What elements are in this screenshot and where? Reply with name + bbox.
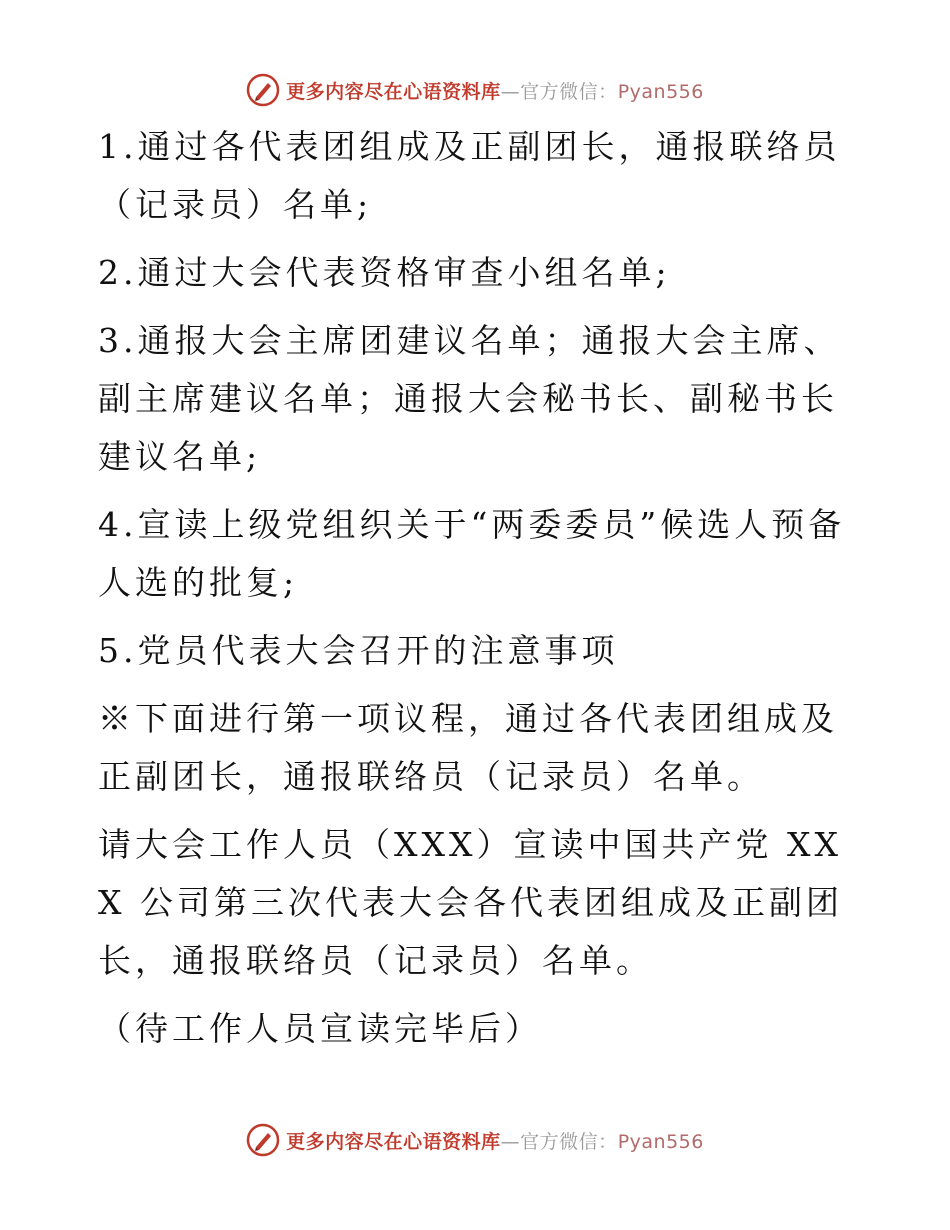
paragraph-3: 3.通报大会主席团建议名单；通报大会主席、副主席建议名单；通报大会秘书长、副秘书长建议名单; [98,321,841,476]
watermark-id: Pyan556 [617,80,704,103]
watermark-main: 更多内容尽在心语资料库 [286,80,501,103]
watermark-text [286,77,704,104]
watermark-main: 更多内容尽在心语资料库 [286,1130,501,1153]
pen-logo-icon [246,73,280,107]
paragraph-1: 1.通过各代表团组成及正副团长，通报联络员（记录员）名单; [98,127,841,224]
paragraph-5: 5.党员代表大会召开的注意事项 [98,631,619,670]
watermark-id: Pyan556 [617,1130,704,1153]
paragraph-4: 4.宣读上级党组织关于“两委委员”候选人预备人选的批复; [98,505,846,602]
paragraph-7: 请大会工作人员（XXX）宣读中国共产党 XXX 公司第三次代表大会各代表团组成及正副团长，通报联络员（记录员）名单。 [98,825,843,980]
watermark-side: 官方微信： [520,1130,618,1153]
paragraph-2: 2.通过大会代表资格审查小组名单; [98,253,671,292]
watermark-separator: — [500,1130,521,1153]
watermark-header [0,70,950,110]
watermark-text [286,1127,704,1154]
paragraph-6: ※下面进行第一项议程，通过各代表团组成及正副团长，通报联络员（记录员）名单。 [98,699,838,796]
pen-logo-icon [246,1123,280,1157]
watermark-footer [0,1120,950,1160]
document-body [98,118,858,1068]
paragraph-8: （待工作人员宣读完毕后） [98,1009,542,1048]
watermark-side: 官方微信： [520,80,618,103]
watermark-separator: — [500,80,521,103]
